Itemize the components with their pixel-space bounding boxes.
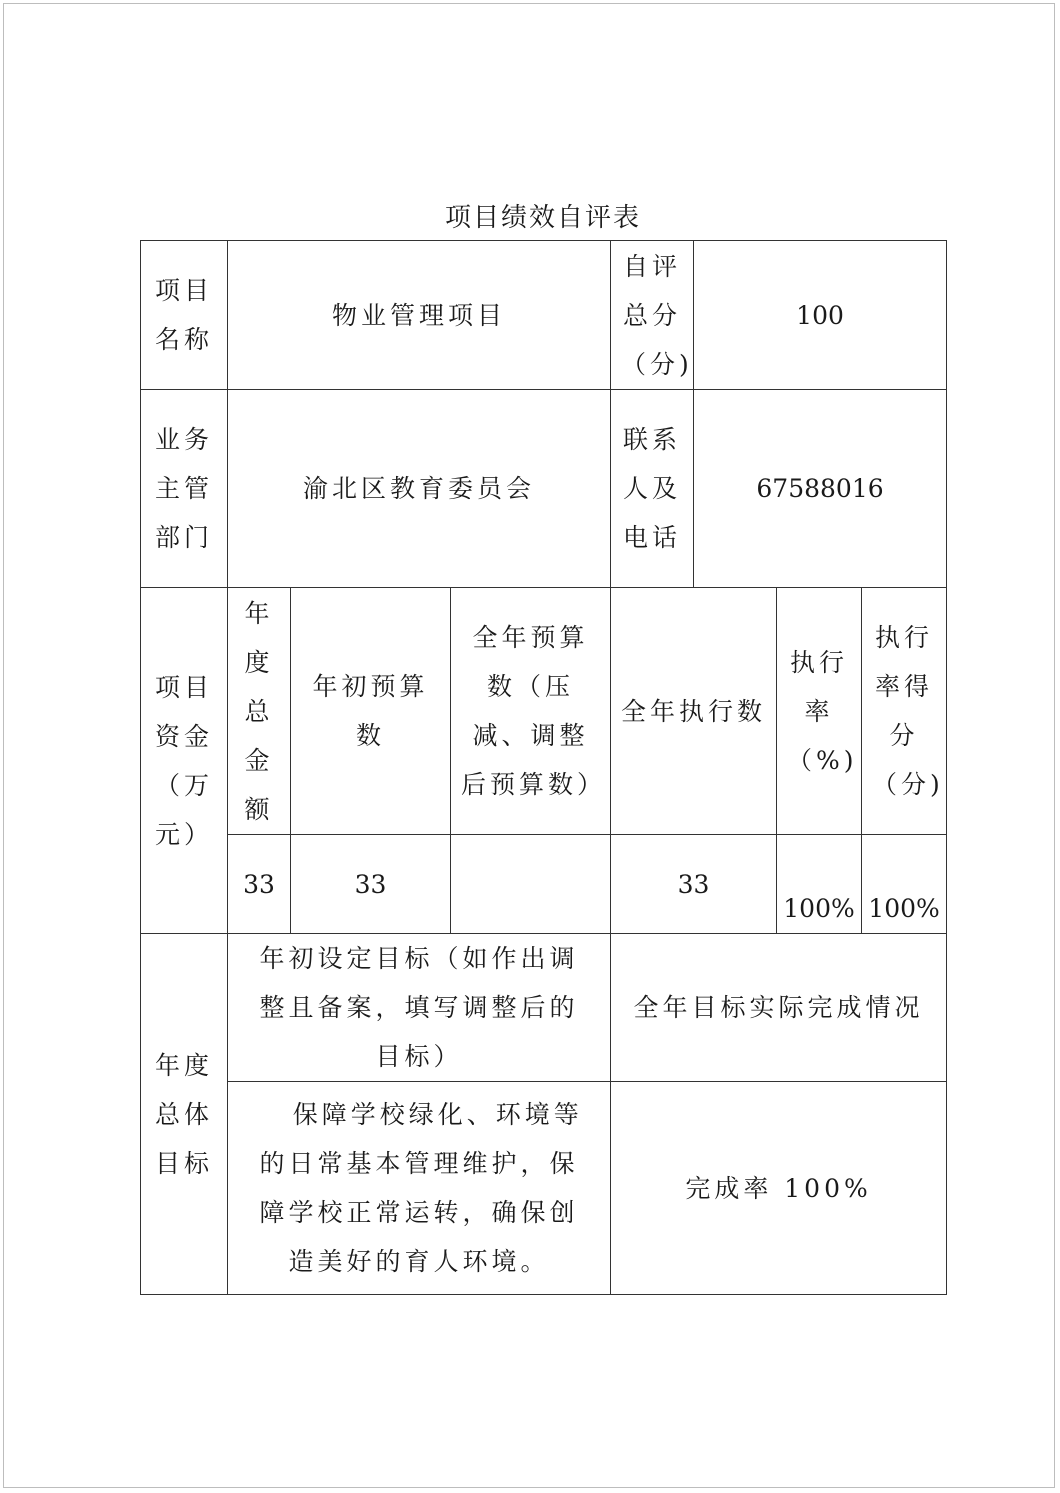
funds-value-executed: 33	[611, 835, 777, 934]
funds-header-row	[141, 588, 947, 835]
funds-header-rate-score: 执行率得分（分)	[862, 588, 947, 835]
funds-header-initial-budget: 年初预算数	[291, 588, 451, 835]
funds-header-executed: 全年执行数	[611, 588, 777, 835]
goals-set-value: 保障学校绿化、环境等的日常基本管理维护，保障学校正常运转，确保创造美好的育人环境。	[228, 1082, 611, 1295]
goals-values-row	[141, 1082, 947, 1295]
project-name-label: 项目名称	[141, 241, 228, 390]
goals-header-row	[141, 934, 947, 1082]
document-title: 项目绩效自评表	[444, 203, 641, 233]
funds-values-row	[141, 835, 947, 934]
funds-header-total: 年度总金额	[228, 588, 291, 835]
funds-value-execution-rate: 100%	[777, 835, 862, 934]
goals-actual-value: 完成率 100%	[611, 1082, 947, 1295]
contact-label: 联系人及电话	[611, 390, 694, 588]
contact-value: 67588016	[694, 390, 947, 588]
project-name-row	[141, 241, 947, 390]
funds-header-adjusted-budget: 全年预算数（压减、调整后预算数）	[451, 588, 611, 835]
department-label: 业务主管部门	[141, 390, 228, 588]
goals-actual-header: 全年目标实际完成情况	[611, 934, 947, 1082]
performance-evaluation-table	[140, 240, 947, 1295]
funds-label: 项目资金（万元）	[141, 588, 228, 934]
funds-value-initial-budget: 33	[291, 835, 451, 934]
project-name-value: 物业管理项目	[228, 241, 611, 390]
department-row	[141, 390, 947, 588]
funds-value-rate-score: 100%	[862, 835, 947, 934]
funds-header-execution-rate: 执行率（%)	[777, 588, 862, 835]
self-score-value: 100	[694, 241, 947, 390]
goals-set-header: 年初设定目标（如作出调整且备案，填写调整后的目标）	[228, 934, 611, 1082]
self-score-label: 自评总分（分)	[611, 241, 694, 390]
funds-value-adjusted-budget	[451, 835, 611, 934]
goals-label: 年度总体目标	[141, 934, 228, 1295]
funds-value-total: 33	[228, 835, 291, 934]
department-value: 渝北区教育委员会	[228, 390, 611, 588]
